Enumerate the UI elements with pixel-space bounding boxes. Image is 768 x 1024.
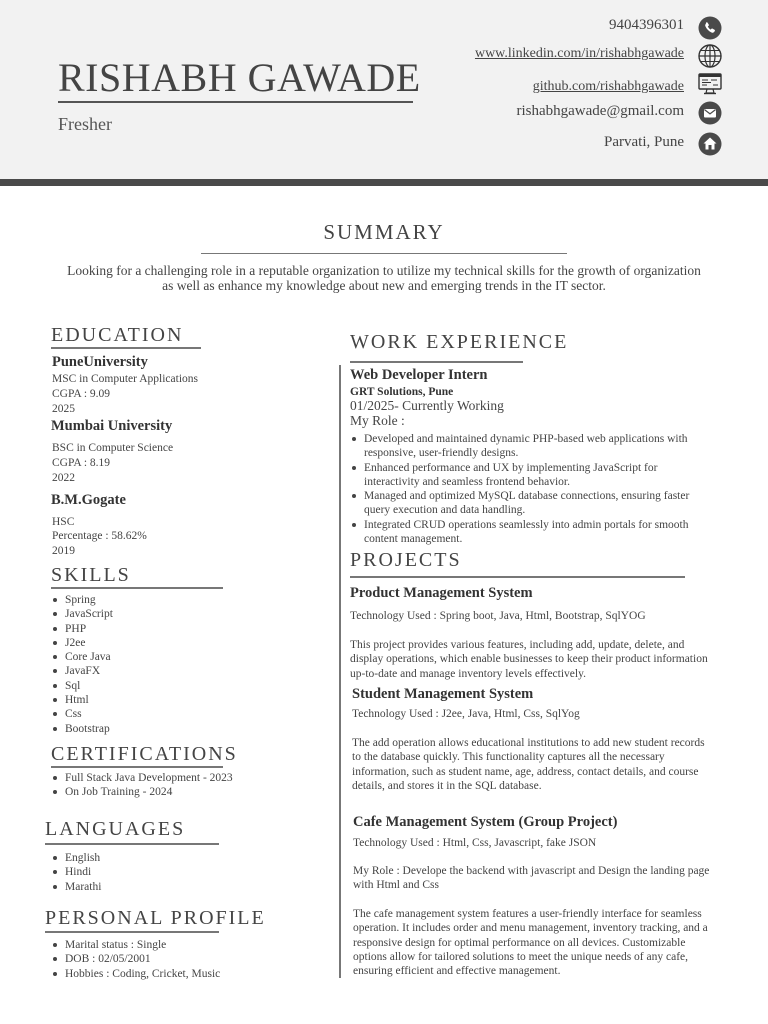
languages-title: LANGUAGES: [45, 818, 186, 840]
linkedin-link[interactable]: www.linkedin.com/in/rishabhgawade: [474, 46, 684, 61]
skill-item: Bootstrap: [51, 722, 113, 736]
languages-rule: [45, 843, 219, 845]
skills-list: [51, 593, 113, 736]
email-address: rishabhgawade@gmail.com: [516, 103, 684, 119]
work-duty-item: Integrated CRUD operations seamlessly into admin portals for smooth content management.: [350, 518, 706, 547]
work-duty-item: Enhanced performance and UX by implementing JavaScript for interactivity and seamless frontend behavior.: [350, 461, 706, 490]
name-underline: [58, 101, 413, 103]
summary-rule: [201, 253, 567, 254]
personal-item: DOB : 02/05/2001: [51, 952, 220, 966]
skill-item: PHP: [51, 622, 113, 636]
personal-profile-rule: [45, 931, 219, 933]
skill-item: JavaScript: [51, 607, 113, 621]
skills-rule: [51, 587, 223, 589]
work-role-label: My Role :: [350, 413, 405, 428]
project-name: Cafe Management System (Group Project): [353, 814, 618, 830]
personal-item: Hobbies : Coding, Cricket, Music: [51, 967, 220, 981]
column-divider: [339, 365, 341, 978]
work-experience-rule: [350, 361, 523, 363]
work-duty-item: Managed and optimized MySQL database connections, ensuring faster query execution and data handling.: [350, 489, 706, 518]
work-duties-list: [350, 432, 706, 546]
project-tech: Technology Used : Spring boot, Java, Html, Bootstrap, SqlYOG: [350, 610, 646, 622]
globe-icon: [698, 44, 722, 68]
summary-text: Looking for a challenging role in a reputable organization to utilize my technical skills for the growth of organization as well as enhance my knowledge about new and emerging trends in the IT sector.: [67, 263, 701, 293]
work-duty-item: Developed and maintained dynamic PHP-based web applications with responsive, user-friendly designs.: [350, 432, 706, 461]
github-link[interactable]: github.com/rishabhgawade: [532, 79, 684, 94]
education-rule: [51, 347, 201, 349]
education-school: PuneUniversity: [52, 354, 148, 370]
work-position: Web Developer Intern: [350, 367, 488, 383]
phone-number: 9404396301: [609, 17, 684, 33]
project-name: Product Management System: [350, 585, 533, 601]
education-title: EDUCATION: [51, 324, 184, 346]
language-item: Hindi: [51, 865, 101, 879]
header-divider: [0, 179, 768, 186]
education-year: 2025: [52, 403, 75, 415]
work-company: GRT Solutions, Pune: [350, 386, 454, 398]
skill-item: Sql: [51, 679, 113, 693]
language-item: English: [51, 851, 101, 865]
location-text: Parvati, Pune: [604, 134, 684, 150]
language-item: Marathi: [51, 880, 101, 894]
personal-profile-list: [51, 938, 220, 981]
education-degree: BSC in Computer Science: [52, 442, 174, 454]
project-name: Student Management System: [352, 686, 534, 702]
projects-rule: [350, 576, 685, 578]
home-icon: [698, 132, 722, 156]
languages-list: [51, 851, 101, 894]
skill-item: JavaFX: [51, 664, 113, 678]
certifications-rule: [51, 766, 223, 768]
project-description: This project provides various features, including add, update, delete, and display operations, which enable businesses to keep their product information up-to-date and manage inventory levels effectively.: [350, 639, 708, 680]
skill-item: Core Java: [51, 650, 113, 664]
education-degree: HSC: [52, 516, 75, 528]
summary-title: SUMMARY: [323, 220, 445, 244]
candidate-role: Fresher: [58, 114, 112, 134]
candidate-name: RISHABH GAWADE: [58, 55, 421, 100]
skill-item: Html: [51, 693, 113, 707]
personal-profile-title: PERSONAL PROFILE: [45, 907, 266, 929]
project-description: The cafe management system features a user-friendly interface for seamless operation. It includes order and menu management, inventory tracking, and a responsive design for optimal performance on all devices. Customizable options allow for tailored solutions to meet the unique needs of any cafe, ensuring efficient and effective management.: [353, 908, 708, 978]
skill-item: Spring: [51, 593, 113, 607]
skill-item: Css: [51, 707, 113, 721]
education-score: Percentage : 58.62%: [52, 530, 147, 542]
education-year: 2019: [52, 545, 75, 557]
skill-item: J2ee: [51, 636, 113, 650]
skills-title: SKILLS: [51, 564, 131, 586]
projects-title: PROJECTS: [350, 549, 462, 571]
work-experience-title: WORK EXPERIENCE: [350, 331, 569, 353]
personal-item: Marital status : Single: [51, 938, 220, 952]
project-description: The add operation allows educational institutions to add new student records to the database quickly. This functionality captures all the necessary information, such as student name, age, address, contact details, and course details, and stores it in the SQL database.: [352, 737, 705, 792]
phone-icon: [698, 16, 722, 40]
education-school: B.M.Gogate: [51, 492, 126, 508]
certification-item: On Job Training - 2024: [51, 785, 233, 799]
certifications-list: [51, 771, 233, 800]
certifications-title: CERTIFICATIONS: [51, 743, 238, 765]
computer-icon: [698, 72, 722, 96]
certification-item: Full Stack Java Development - 2023: [51, 771, 233, 785]
education-score: CGPA : 9.09: [52, 388, 111, 400]
education-degree: MSC in Computer Applications: [52, 373, 198, 385]
education-year: 2022: [52, 472, 75, 484]
project-role: My Role : Develope the backend with javascript and Design the landing page with Html and Css: [353, 865, 710, 892]
mail-icon: [698, 101, 722, 125]
work-period: 01/2025- Currently Working: [350, 398, 504, 413]
education-score: CGPA : 8.19: [52, 457, 111, 469]
project-tech: Technology Used : J2ee, Java, Html, Css, SqlYog: [352, 708, 580, 720]
project-tech: Technology Used : Html, Css, Javascript, fake JSON: [353, 837, 597, 849]
education-school: Mumbai University: [51, 418, 173, 434]
